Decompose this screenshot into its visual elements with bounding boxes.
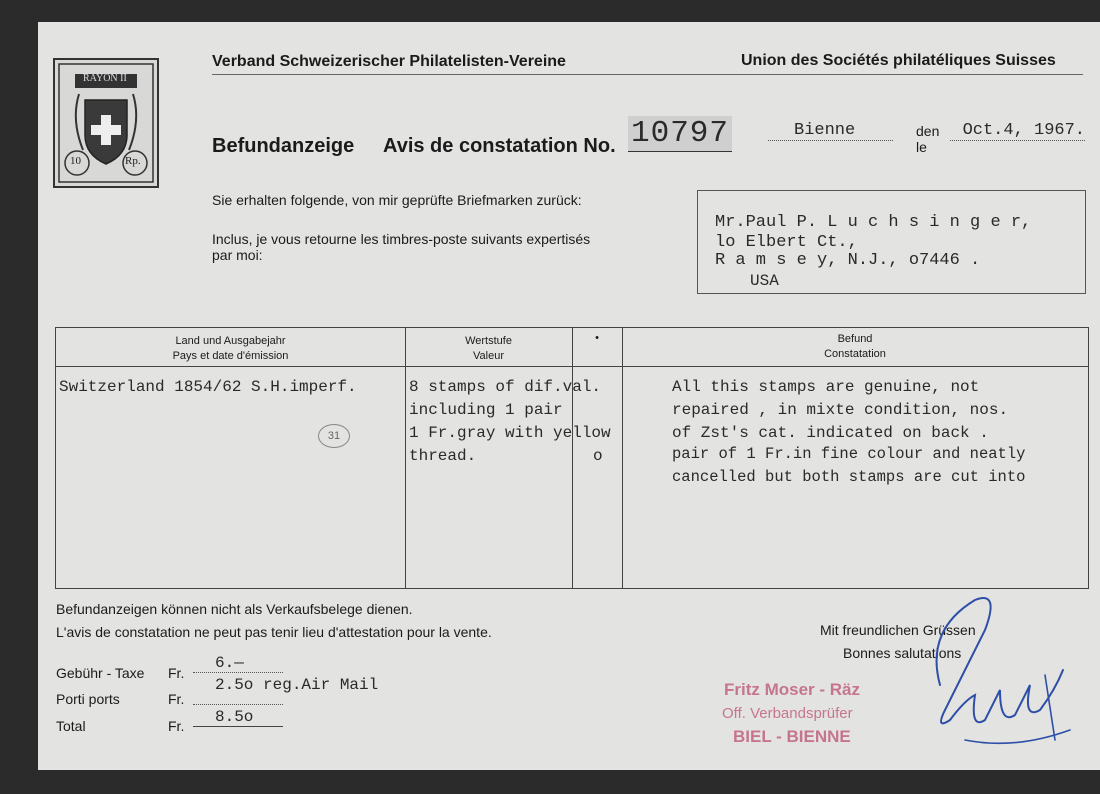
stamp-right-value: Rp.: [125, 155, 141, 167]
value-line-1: 8 stamps of dif.val.: [409, 378, 602, 396]
column-divider-1: [405, 328, 406, 588]
findings-table: [55, 327, 1089, 589]
address-line2: lo Elbert Ct.,: [715, 233, 858, 252]
note-french: L'avis de constatation ne peut pas tenir lieu d'attestation pour la vente.: [56, 624, 492, 640]
finding-line-3: of Zst's cat. indicated on back .: [672, 424, 989, 442]
org-name-german: Verband Schweizerischer Philatelisten-Vereine: [212, 53, 566, 70]
column-header-finding-de: Befund: [837, 333, 873, 345]
date-label-german: den: [916, 123, 940, 139]
address-box: [697, 190, 1086, 294]
fee-label: Gebühr - Taxe: [56, 665, 145, 681]
porto-value: 2.5o reg.Air Mail: [215, 676, 379, 694]
total-label: Total: [56, 718, 86, 734]
value-line-4: thread.: [409, 447, 477, 465]
intro-french-line2: par moi:: [212, 247, 263, 263]
porto-currency: Fr.: [168, 691, 185, 707]
total-value: 8.5o: [193, 708, 283, 727]
place: Bienne: [768, 121, 893, 141]
total-currency: Fr.: [168, 718, 185, 734]
margin-note-circle: 31: [318, 424, 350, 448]
stamp-top-text: RAYON II: [83, 73, 127, 84]
column-header-country: [56, 334, 405, 364]
country-cell: Switzerland 1854/62 S.H.imperf.: [59, 378, 357, 396]
address-line3: R a m s e y, N.J., o7446 .: [715, 251, 981, 270]
column-header-value-de: Wertstufe: [465, 335, 512, 347]
column-header-value-fr: Valeur: [473, 350, 504, 362]
org-name-french: Union des Sociétés philatéliques Suisses: [741, 52, 1056, 69]
address-line1: Mr.Paul P. L u c h s i n g e r,: [715, 213, 1032, 232]
column-header-country-fr: Pays et date d'émission: [172, 350, 289, 362]
greeting-german: Mit freundlichen Grüssen: [820, 622, 976, 638]
value-line-2: including 1 pair: [409, 401, 563, 419]
date-label-french: le: [916, 139, 927, 155]
header-divider: [212, 74, 1083, 75]
finding-line-1: All this stamps are genuine, not: [672, 378, 980, 396]
finding-line-4: pair of 1 Fr.in fine colour and neatly: [672, 445, 1026, 463]
column-divider-2: [572, 328, 573, 588]
column-header-value: [405, 334, 572, 364]
mark-cell: o: [593, 447, 603, 465]
porto-underline: [193, 704, 283, 705]
fee-value: 6.—: [193, 654, 283, 673]
stamp-left-value: 10: [70, 155, 81, 167]
column-header-finding: [622, 332, 1088, 362]
certificate-number: 10797: [628, 116, 732, 152]
fee-currency: Fr.: [168, 665, 185, 681]
porto-label: Porti ports: [56, 691, 120, 707]
finding-line-5: cancelled but both stamps are cut into: [672, 468, 1026, 486]
examiner-stamp-name: Fritz Moser - Räz: [724, 680, 861, 699]
examiner-stamp-city: BIEL - BIENNE: [733, 727, 851, 746]
value-line-3: 1 Fr.gray with yellow: [409, 424, 611, 442]
greeting-french: Bonnes salutations: [843, 645, 962, 661]
signature-icon: [905, 590, 1075, 760]
title-french: Avis de constatation No.: [383, 135, 616, 157]
rayon-stamp-emblem: [53, 58, 159, 188]
date: Oct.4, 1967.: [950, 121, 1085, 141]
intro-german: Sie erhalten folgende, von mir geprüfte Briefmarken zurück:: [212, 192, 582, 208]
intro-french-line1: Inclus, je vous retourne les timbres-poste suivants expertisés: [212, 231, 591, 247]
examiner-stamp-title: Off. Verbandsprüfer: [722, 705, 853, 722]
finding-line-2: repaired , in mixte condition, nos.: [672, 401, 1009, 419]
table-header-divider: [56, 366, 1088, 367]
column-header-finding-fr: Constatation: [824, 348, 886, 360]
column-header-country-de: Land und Ausgabejahr: [175, 335, 286, 347]
column-divider-3: [622, 328, 623, 588]
column-header-mark: •: [595, 332, 599, 344]
title-german: Befundanzeige: [212, 135, 355, 157]
address-line4: USA: [750, 272, 779, 290]
note-german: Befundanzeigen können nicht als Verkaufsbelege dienen.: [56, 601, 413, 617]
